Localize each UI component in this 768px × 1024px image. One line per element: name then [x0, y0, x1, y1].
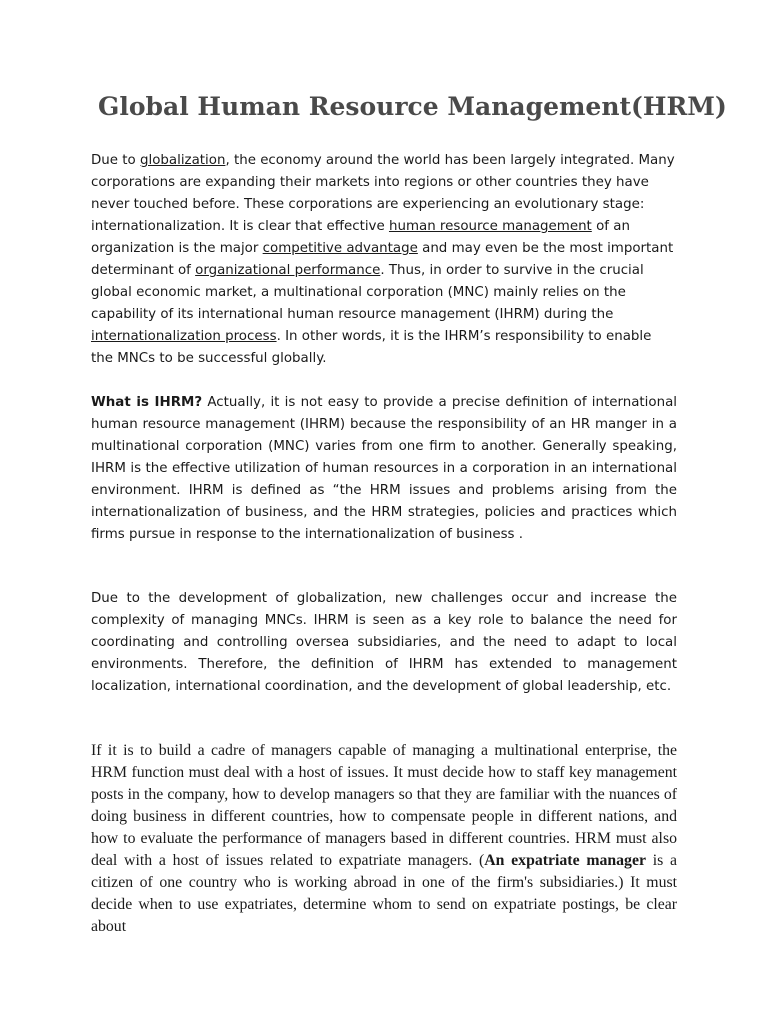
p1-text-6: . In other words, it is the IHRM’s responsibility to enable the MNCs to be successful globally.: [91, 329, 652, 366]
p4-text-2: is a citizen of one country who is working abroad in one of the firm's subsidiaries.) It must decide when to use expatriates, determine whom to send on expatriate postings, be clear about: [91, 852, 677, 935]
expatriate-paragraph: [91, 740, 677, 938]
p2-body: Actually, it is not easy to provide a precise definition of international human resource management (IHRM) because the responsibility of an HR manger in a multinational corporation (MNC) varies from one firm to another. Generally speaking, IHRM is the effective utilization of human resources in a corporation in an international environment. IHRM is defined as “the HRM issues and problems arising from the internationalization of business, and the HRM strategies, policies and practices which firms pursue in response to the internationalization of business .: [91, 395, 677, 542]
p1-text-2: , the economy around the world has been largely integrated. Many corporations are expanding their markets into regions or other countries they have never touched before. These corporations are experiencing an evolutionary stage: internationalization. It is clear that effective: [91, 153, 675, 234]
globalization-link[interactable]: globalization: [140, 153, 226, 168]
expatriate-manager-term: An expatriate manager: [484, 852, 646, 869]
human-resource-management-link[interactable]: human resource management: [388, 219, 592, 234]
p1-text-4: and may even be the most important determinant of: [91, 241, 674, 278]
intro-paragraph: [91, 150, 677, 370]
globalization-challenges-paragraph: Due to the development of globalization, new challenges occur and increase the complexity of managing MNCs. IHRM is seen as a key role to balance the need for coordinating and controlling oversea subsidiaries, and the need to adapt to local environments. Therefore, the definition of IHRM has extended to management localization, international coordination, and the development of global leadership, etc.: [91, 591, 677, 694]
internationalization-process-link[interactable]: internationalization process: [91, 329, 277, 344]
page-title: Global Human Resource Management(HRM): [98, 92, 727, 121]
p4-text-1: If it is to build a cadre of managers capable of managing a multinational enterprise, the HRM function must deal with a host of issues. It must decide how to staff key management posts in the company, how to develop managers so that they are familiar with the nuances of doing business in different countries, how to compensate people in different nations, and how to evaluate the performance of managers based in different countries. HRM must also deal with a host of issues related to expatriate managers. (: [91, 742, 677, 869]
competitive-advantage-link[interactable]: competitive advantage: [262, 241, 418, 256]
organizational-performance-link[interactable]: organizational performance: [195, 263, 381, 278]
p1-text-5: . Thus, in order to survive in the crucial global economic market, a multinational corporation (MNC) mainly relies on the capability of its international human resource management (IHRM) during the: [91, 263, 644, 322]
p1-text-3: of an organization is the major: [91, 219, 630, 256]
p1-text-1: Due to: [91, 153, 140, 168]
what-is-ihrm-paragraph: [91, 392, 677, 546]
what-is-ihrm-heading: What is IHRM?: [91, 395, 203, 410]
